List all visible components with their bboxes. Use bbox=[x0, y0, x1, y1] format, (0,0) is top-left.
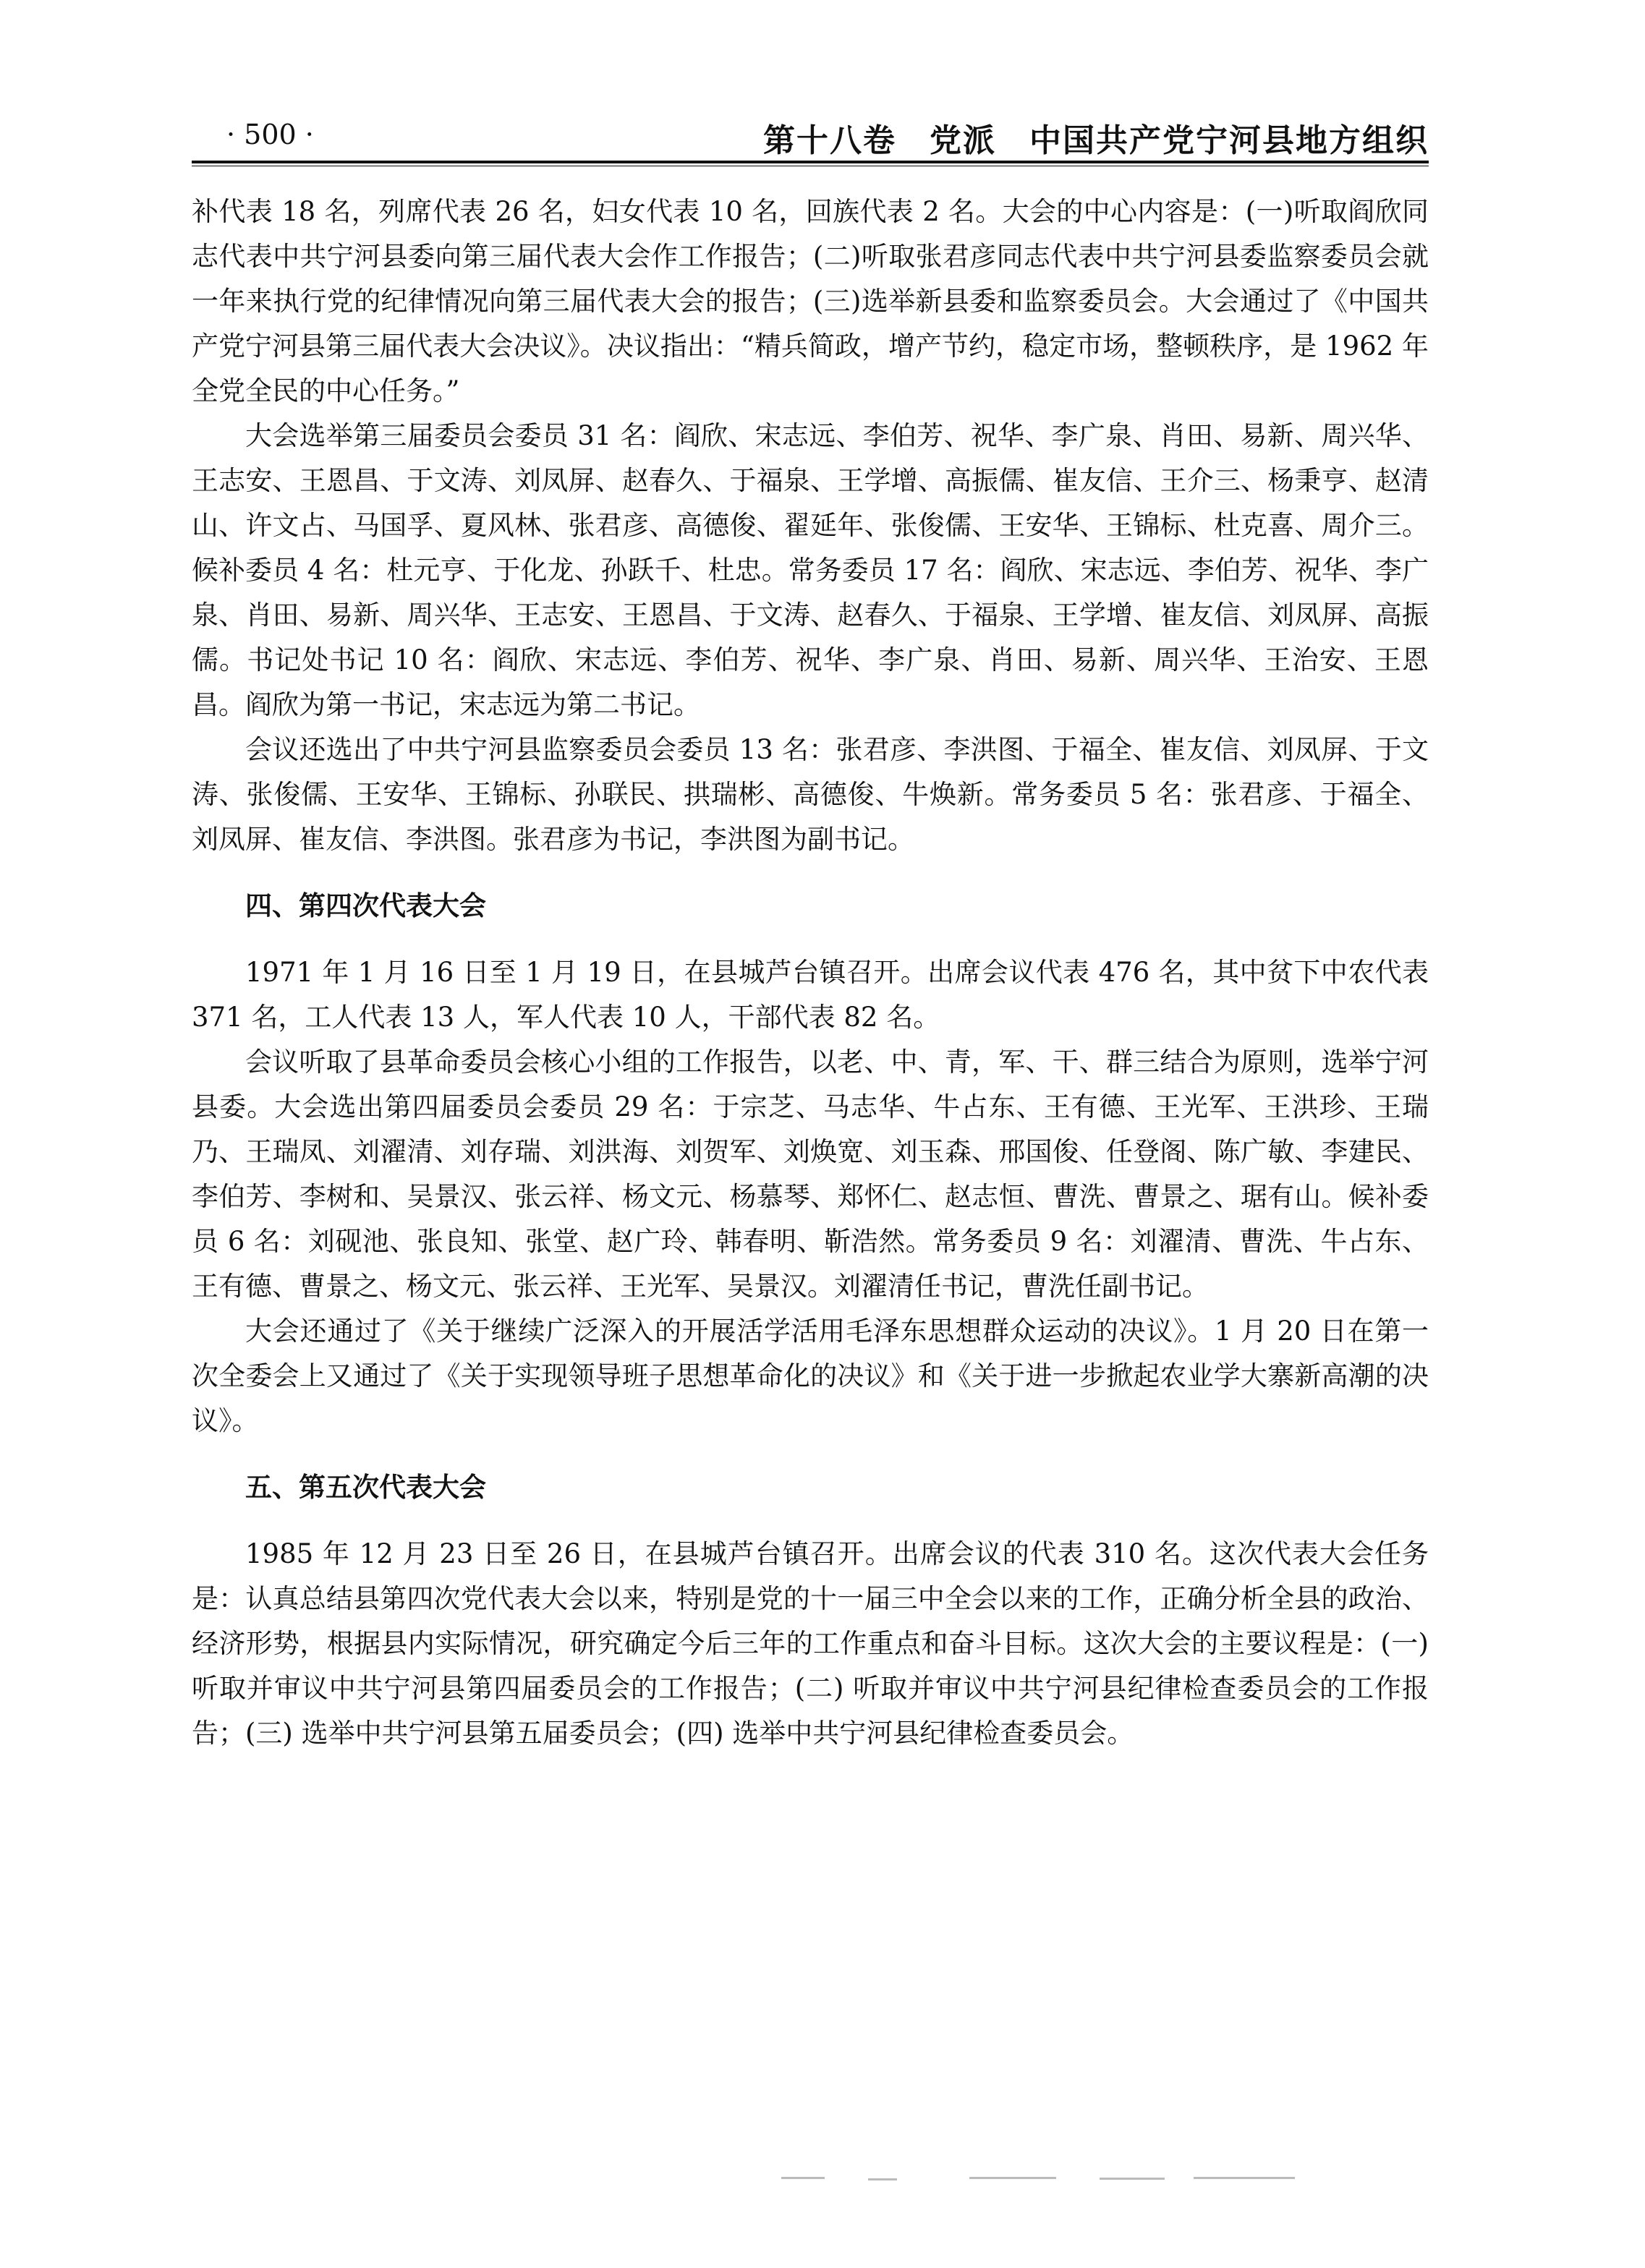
paragraph-4th-resolutions: 大会还通过了《关于继续广泛深入的开展活学活用毛泽东思想群众运动的决议》。1 月 20 日在第一次全委会上又通过了《关于实现领导班子思想革命化的决议》和《关于进一步掀起农业学大寨新高潮的决议》。 bbox=[192, 1316, 1429, 1436]
paragraph-3rd-supervision-committee: 会议还选出了中共宁河县监察委员会委员 13 名：张君彦、李洪图、于福全、崔友信、刘凤屏、于文涛、张俊儒、王安华、王锦标、孙联民、拱瑞彬、高德俊、牛焕新。常务委员 5 名：张君彦、于福全、刘凤屏、崔友信、李洪图。张君彦为书记，李洪图为副书记。 bbox=[192, 734, 1429, 855]
scan-speck bbox=[1100, 2178, 1165, 2180]
scan-speck bbox=[868, 2178, 897, 2180]
header-rule bbox=[192, 161, 1429, 166]
page-number: · 500 · bbox=[226, 119, 314, 150]
paragraph-3rd-congress-continued: 补代表 18 名，列席代表 26 名，妇女代表 10 名，回族代表 2 名。大会的中心内容是：(一)听取阎欣同志代表中共宁河县委向第三届代表大会作工作报告；(二)听取张君彦同志代表中共宁河县委监察委员会就一年来执行党的纪律情况向第三届代表大会的报告；(三)选举新县委和监察委员会。大会通过了《中国共产党宁河县第三届代表大会决议》。决议指出：“精兵简政，增产节约，稳定市场，整顿秩序，是 1962 年全党全民的中心任务。” bbox=[192, 196, 1429, 406]
paragraph-5th-congress: 1985 年 12 月 23 日至 26 日，在县城芦台镇召开。出席会议的代表 310 名。这次代表大会任务是：认真总结县第四次党代表大会以来，特别是党的十一届三中全会以来的工作，正确分析全县的政治、经济形势，根据县内实际情况，研究确定今后三年的工作重点和奋斗目标。这次大会的主要议程是：(一) 听取并审议中共宁河县第四届委员会的工作报告；(二) 听取并审议中共宁河县纪律检查委员会的工作报告；(三) 选举中共宁河县第五届委员会；(四) 选举中共宁河县纪律检查委员会。 bbox=[192, 1538, 1429, 1749]
paragraph-3rd-committee-election: 大会选举第三届委员会委员 31 名：阎欣、宋志远、李伯芳、祝华、李广泉、肖田、易新、周兴华、王志安、王恩昌、于文涛、刘凤屏、赵春久、于福泉、王学增、高振儒、崔友信、王介三、杨秉亨、赵清山、许文占、马国孚、夏风林、张君彦、高德俊、翟延年、张俊儒、王安华、王锦标、杜克喜、周介三。候补委员 4 名：杜元亨、于化龙、孙跃千、杜忠。常务委员 17 名：阎欣、宋志远、李伯芳、祝华、李广泉、肖田、易新、周兴华、王志安、王恩昌、于文涛、赵春久、于福泉、王学增、崔友信、刘凤屏、高振儒。书记处书记 10 名：阎欣、宋志远、李伯芳、祝华、李广泉、肖田、易新、周兴华、王治安、王恩昌。阎欣为第一书记，宋志远为第二书记。 bbox=[192, 420, 1429, 720]
scan-speck bbox=[1194, 2177, 1295, 2179]
section-heading-4th-congress: 四、第四次代表大会 bbox=[245, 890, 486, 921]
scan-speck bbox=[781, 2177, 825, 2179]
body-text bbox=[192, 189, 1429, 1756]
section-heading-5th-congress: 五、第五次代表大会 bbox=[245, 1472, 486, 1503]
scan-speck bbox=[969, 2177, 1056, 2179]
paragraph-4th-committee-election: 会议听取了县革命委员会核心小组的工作报告，以老、中、青，军、干、群三结合为原则，选举宁河县委。大会选出第四届委员会委员 29 名：于宗芝、马志华、牛占东、王有德、王光军、王洪珍、王瑞乃、王瑞凤、刘濯清、刘存瑞、刘洪海、刘贺军、刘焕宽、刘玉森、邢国俊、任登阁、陈广敏、李建民、李伯芳、李树和、吴景汉、张云祥、杨文元、杨慕琴、郑怀仁、赵志恒、曹洗、曹景之、琚有山。候补委员 6 名：刘砚池、张良知、张堂、赵广玲、韩春明、靳浩然。常务委员 9 名：刘濯清、曹洗、牛占东、王有德、曹景之、杨文元、张云祥、王光军、吴景汉。刘濯清任书记，曹洗任副书记。 bbox=[192, 1046, 1429, 1302]
paragraph-4th-congress-dates: 1971 年 1 月 16 日至 1 月 19 日，在县城芦台镇召开。出席会议代表 476 名，其中贫下中农代表 371 名，工人代表 13 人，军人代表 10 人，干部代表 82 名。 bbox=[192, 957, 1429, 1033]
page-header bbox=[192, 108, 1429, 174]
running-head: 第十八卷 党派 中国共产党宁河县地方组织 bbox=[763, 122, 1429, 159]
